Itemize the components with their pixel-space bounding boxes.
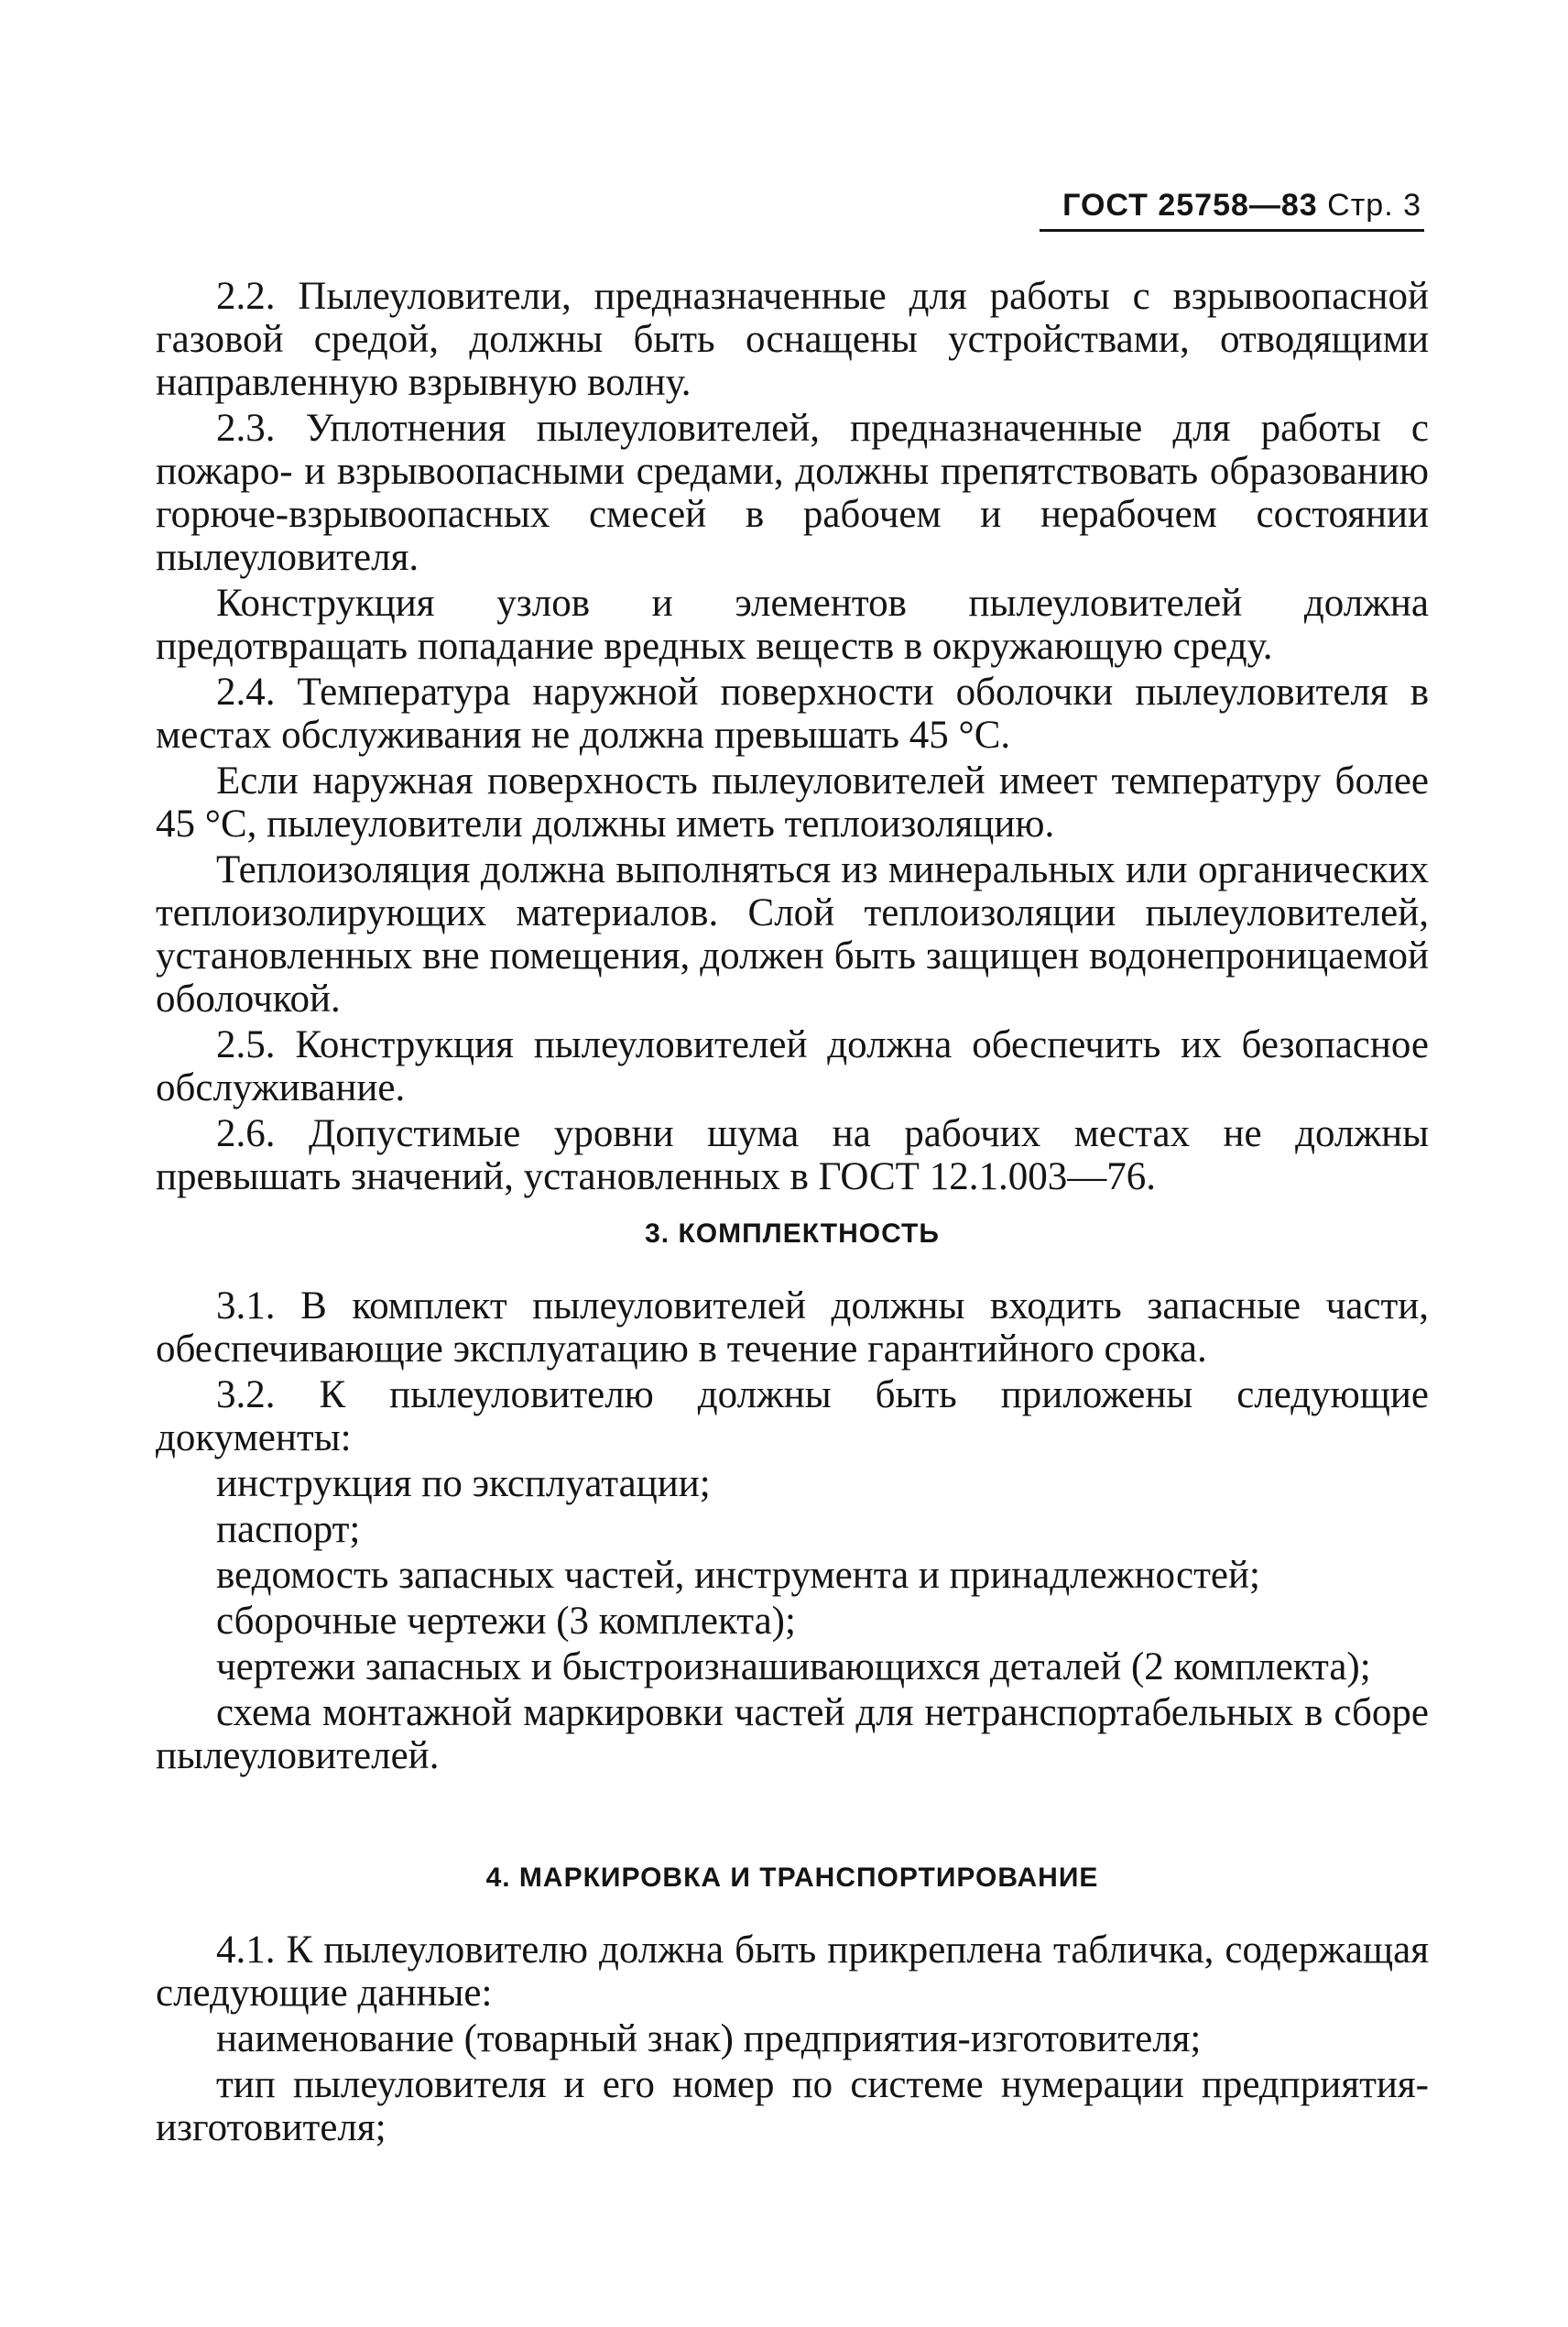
document-id: ГОСТ 25758—83 bbox=[1062, 188, 1318, 223]
clause-2-5: 2.5. Конструкция пылеуловителей должна обеспечить их безопасное обслуживание. bbox=[156, 1023, 1429, 1109]
section-3-heading: 3. КОМПЛЕКТНОСТЬ bbox=[645, 1218, 940, 1249]
plate-list-item: наименование (товарный знак) предприятия-изготовителя; bbox=[216, 2017, 1202, 2060]
doc-list-item: схема монтажной маркировки частей для нетранспортабельных в сборе пылеуловителей. bbox=[156, 1691, 1429, 1777]
clause-4-1: 4.1. К пылеуловителю должна быть прикреплена табличка, содержащая следующие данные: bbox=[156, 1928, 1429, 2015]
plate-list-item: тип пылеуловителя и его номер по системе нумерации предприятия-изготовителя; bbox=[156, 2063, 1429, 2149]
doc-list-item: ведомость запасных частей, инструмента и принадлежностей; bbox=[216, 1554, 1260, 1597]
clause-2-4-cont-2: Теплоизоляция должна выполняться из минеральных или органических теплоизолирующих материалов. Слой теплоизоляции пылеуловителей, установленных вне помещения, должен быть защищен водонепроницаемой оболочкой. bbox=[156, 848, 1429, 1021]
header-rule bbox=[1040, 229, 1424, 232]
section-4-heading: 4. МАРКИРОВКА И ТРАНСПОРТИРОВАНИЕ bbox=[485, 1863, 1099, 1893]
doc-list-item: инструкция по эксплуатации; bbox=[216, 1462, 711, 1505]
section-4-body bbox=[156, 1928, 1429, 2152]
doc-list-item: паспорт; bbox=[216, 1508, 361, 1551]
clause-2-4: 2.4. Температура наружной поверхности оболочки пылеуловителя в местах обслуживания не должна превышать 45 °С. bbox=[156, 671, 1429, 757]
clause-2-3: 2.3. Уплотнения пылеуловителей, предназначенные для работы с пожаро- и взрывоопасными средами, должны препятствовать образованию горюче-взрывоопасных смесей в рабочем и нерабочем состоянии пылеуловителя. bbox=[156, 407, 1429, 579]
running-header bbox=[1062, 188, 1421, 224]
clause-2-2: 2.2. Пылеуловители, предназначенные для работы с взрывоопасной газовой средой, должны быть оснащены устройствами, отводящими направленную взрывную волну. bbox=[156, 275, 1429, 404]
doc-list-item: сборочные чертежи (3 комплекта); bbox=[216, 1600, 796, 1643]
clause-3-1: 3.1. В комплект пылеуловителей должны входить запасные части, обеспечивающие эксплуатацию в течение гарантийного срока. bbox=[156, 1284, 1429, 1371]
section-2-body bbox=[156, 275, 1429, 1201]
clause-2-3-cont: Конструкция узлов и элементов пылеуловителей должна предотвращать попадание вредных веществ в окружающую среду. bbox=[156, 582, 1429, 668]
section-3-body bbox=[156, 1284, 1429, 1780]
clause-2-4-cont-1: Если наружная поверхность пылеуловителей имеет температуру более 45 °С, пылеуловители должны иметь теплоизоляцию. bbox=[156, 759, 1429, 846]
clause-3-2: 3.2. К пылеуловителю должны быть приложены следующие документы: bbox=[156, 1373, 1429, 1459]
doc-list-item: чертежи запасных и быстроизнашивающихся деталей (2 комплекта); bbox=[216, 1645, 1371, 1688]
clause-2-6: 2.6. Допустимые уровни шума на рабочих местах не должны превышать значений, установленных в ГОСТ 12.1.003—76. bbox=[156, 1112, 1429, 1198]
page-number: Стр. 3 bbox=[1327, 188, 1421, 223]
